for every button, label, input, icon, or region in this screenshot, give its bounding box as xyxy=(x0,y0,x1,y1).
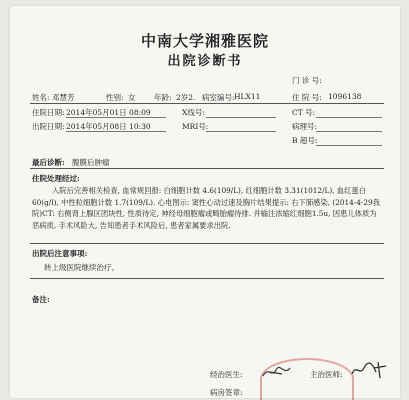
discharge-document xyxy=(10,6,400,398)
hospital-course-text: 入院后完善相关检查, 血常规回报: 白细胞计数 4.6(109/L), 红细胞计数 3.31(1012/L), 血红蛋白 60(g/l), 中性粒细胞计数 1.7(109/L). 心电图示: 窦性心动过速及胸片结果提示: 右下肺感染, (2014-4-29我院)CT: 右侧肾上腺区团块性, 性质待定, 神经母细胞瘤或畸胎瘤待排. 并输注浓缩红细胞1.5u, 因患儿体质为恶病质, 手术风险大, 告知患者手术风险后, 患者家属要求出院. xyxy=(32,186,380,230)
chief-physician-label: 主治医师: xyxy=(310,370,343,379)
xray-no-label: X线号: xyxy=(182,108,205,117)
final-diagnosis-label: 最后诊断: xyxy=(32,158,65,167)
discharge-date: 2014年05月08日 10:30 xyxy=(66,122,151,131)
patient-name: 邓慧芳 xyxy=(52,93,75,102)
divider-line xyxy=(30,278,384,279)
ward-stamp-label: 病房签章: xyxy=(210,388,243,397)
ward-no: HLX11 xyxy=(234,92,261,101)
underline xyxy=(206,117,276,118)
mri-no-label: MRI号: xyxy=(182,122,209,131)
divider-line xyxy=(30,168,384,169)
hospital-course-label: 住院处理经过: xyxy=(32,174,80,183)
hospital-seal xyxy=(260,358,354,400)
admission-date-label: 住院日期: xyxy=(32,108,65,117)
divider-line xyxy=(30,103,384,104)
pathology-no-label: 病理号: xyxy=(292,122,318,131)
underline xyxy=(66,131,166,132)
inpatient-no-label: 住 院 号: xyxy=(292,93,322,102)
age-label: 年龄: xyxy=(154,93,172,102)
divider-line xyxy=(30,243,384,244)
underline xyxy=(316,131,382,132)
sex-label: 性别: xyxy=(106,93,124,102)
admission-date: 2014年05月01日 08:09 xyxy=(66,108,151,117)
b-ultrasound-no-label: B 超号: xyxy=(292,136,318,145)
discharge-advice-label: 出院后注意事项: xyxy=(32,249,88,258)
final-diagnosis: 腹膜后肿瘤 xyxy=(72,158,110,167)
patient-sex: 女 xyxy=(128,93,136,102)
chief-signature xyxy=(350,358,390,382)
patient-age: 2岁2. xyxy=(176,93,196,102)
attending-physician-label: 经治医生: xyxy=(210,370,243,379)
clinic-no-label: 门 诊 号: xyxy=(292,76,322,85)
underline xyxy=(316,145,382,146)
discharge-advice-text: 转上级医院继续治疗。 xyxy=(44,263,119,272)
discharge-date-label: 出院日期: xyxy=(32,122,65,131)
underline xyxy=(206,131,276,132)
underline xyxy=(316,117,382,118)
underline xyxy=(66,117,166,118)
hospital-name: 中南大学湘雅医院 xyxy=(140,32,269,50)
name-label: 姓名: xyxy=(32,93,50,102)
ward-label: 病室编号: xyxy=(202,93,235,102)
ct-no-label: CT 号: xyxy=(292,108,316,117)
inpatient-no: 1096138 xyxy=(328,92,362,101)
notes-label: 备注: xyxy=(32,295,50,304)
document-title: 出院诊断书 xyxy=(167,54,243,69)
